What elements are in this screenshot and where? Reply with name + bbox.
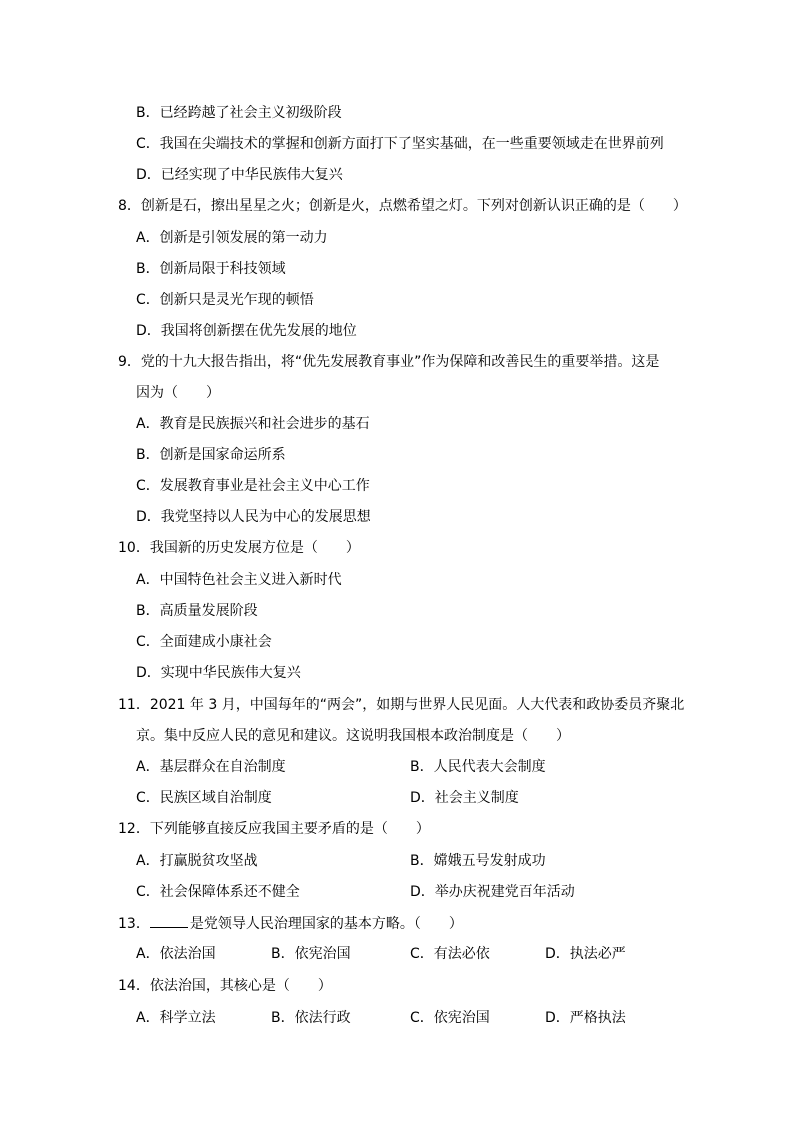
q12-option-a: A．打赢脱贫攻坚战: [136, 853, 258, 869]
q9-option-a: A．教育是民族振兴和社会进步的基石: [136, 416, 370, 432]
q9-stem: 9．党的十九大报告指出，将“优先发展教育事业”作为保障和改善民生的重要举措。这是: [118, 354, 660, 370]
q12-option-d: D．举办庆祝建党百年活动: [410, 884, 575, 900]
q13-option-d: D．执法必严: [545, 946, 626, 962]
q9-stem-continued: 因为（ ）: [136, 385, 220, 401]
q14-option-a: A．科学立法: [136, 1010, 216, 1026]
q13-stem-text: 是党领导人民治理国家的基本方略。（ ）: [189, 916, 463, 932]
q8-option-c: C．创新只是灵光乍现的顿悟: [136, 292, 314, 308]
fill-in-blank: [150, 913, 188, 928]
q7-option-d: D．已经实现了中华民族伟大复兴: [136, 167, 343, 183]
q11-option-b: B．人民代表大会制度: [410, 759, 546, 775]
q9-option-d: D．我党坚持以人民为中心的发展思想: [136, 509, 371, 525]
q8-option-b: B．创新局限于科技领域: [136, 261, 286, 277]
q10-option-a: A．中国特色社会主义进入新时代: [136, 572, 342, 588]
q9-option-c: C．发展教育事业是社会主义中心工作: [136, 478, 370, 494]
q10-option-b: B．高质量发展阶段: [136, 603, 258, 619]
q13-option-b: B．依宪治国: [271, 946, 351, 962]
q12-option-c: C．社会保障体系还不健全: [136, 884, 300, 900]
q11-stem-continued: 京。集中反应人民的意见和建议。这说明我国根本政治制度是（ ）: [136, 728, 570, 744]
q14-stem: 14．依法治国，其核心是（ ）: [118, 978, 332, 994]
q10-option-c: C．全面建成小康社会: [136, 634, 272, 650]
q11-option-d: D．社会主义制度: [410, 790, 519, 806]
q11-option-a: A．基层群众在自治制度: [136, 759, 286, 775]
q8-stem: 8．创新是石，擦出星星之火；创新是火，点燃希望之灯。下列对创新认识正确的是（ ）: [118, 198, 687, 214]
q13-option-a: A．依法治国: [136, 946, 216, 962]
q11-stem: 11．2021 年 3 月，中国每年的“两会”，如期与世界人民见面。人大代表和政协委员齐聚北: [118, 697, 685, 713]
q10-option-d: D．实现中华民族伟大复兴: [136, 665, 301, 681]
q12-option-b: B．嫦娥五号发射成功: [410, 853, 546, 869]
q10-stem: 10．我国新的历史发展方位是（ ）: [118, 540, 360, 556]
q14-option-b: B．依法行政: [271, 1010, 351, 1026]
q8-option-a: A．创新是引领发展的第一动力: [136, 230, 328, 246]
q9-option-b: B．创新是国家命运所系: [136, 447, 286, 463]
q13-stem: [118, 913, 463, 933]
q11-option-c: C．民族区域自治制度: [136, 790, 272, 806]
q7-option-b: B．已经跨越了社会主义初级阶段: [136, 105, 342, 121]
q14-option-c: C．依宪治国: [410, 1010, 490, 1026]
q12-stem: 12．下列能够直接反应我国主要矛盾的是（ ）: [118, 821, 430, 837]
q14-option-d: D．严格执法: [545, 1010, 626, 1026]
q7-option-c: C．我国在尖端技术的掌握和创新方面打下了坚实基础，在一些重要领域走在世界前列: [136, 136, 664, 152]
q8-option-d: D．我国将创新摆在优先发展的地位: [136, 323, 357, 339]
q13-number: 13．: [118, 916, 150, 932]
q13-option-c: C．有法必依: [410, 946, 490, 962]
